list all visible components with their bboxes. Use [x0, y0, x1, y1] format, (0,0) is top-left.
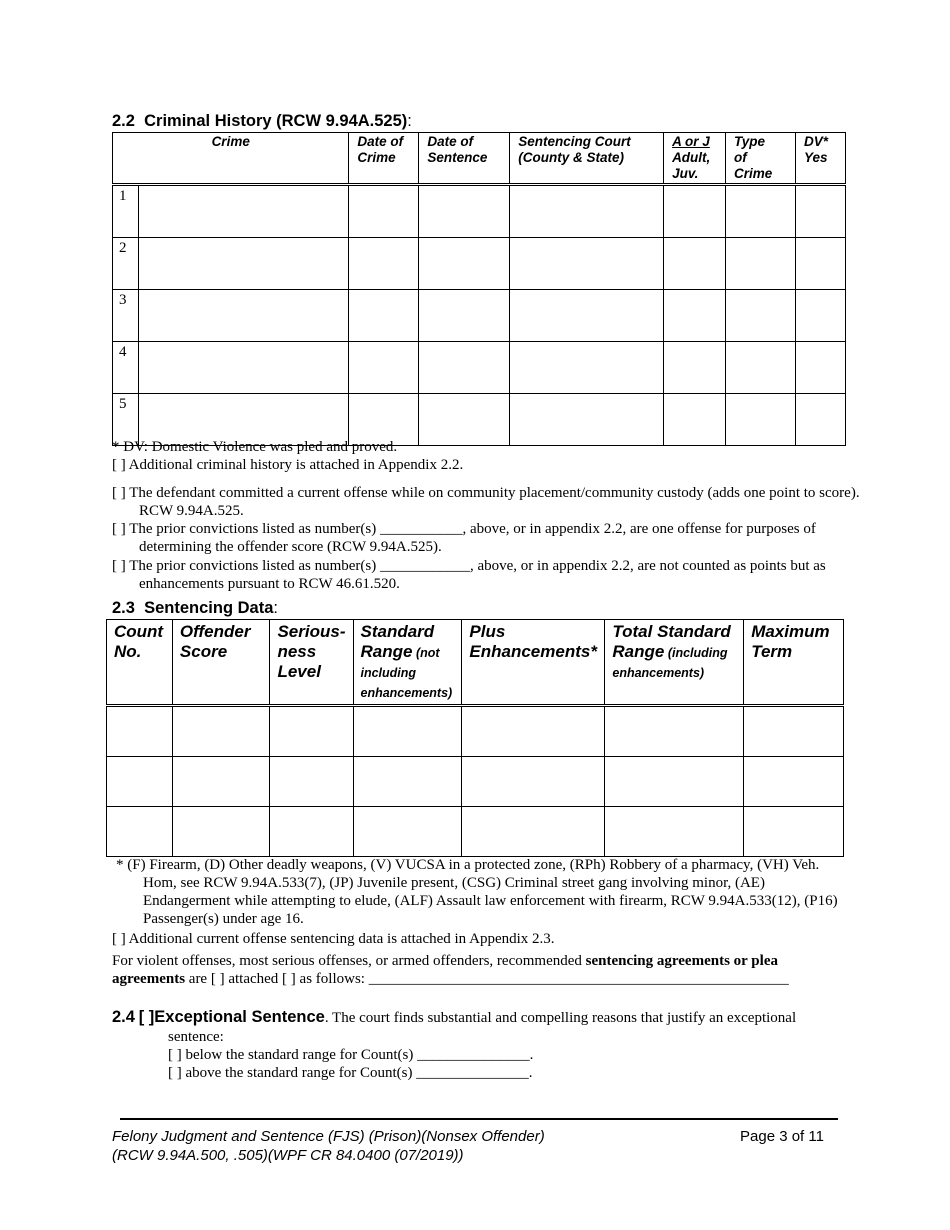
cell-total-range[interactable] — [605, 757, 744, 807]
cell-date-of-crime[interactable] — [349, 290, 419, 342]
row-number: 3 — [113, 290, 139, 342]
section-title: Sentencing Data — [144, 599, 274, 617]
cell-a-or-j[interactable] — [664, 290, 726, 342]
header-total-standard-range: Total Standard Range (including enhancements) — [605, 620, 744, 706]
header-count-no: Count No. — [107, 620, 173, 706]
footer-divider — [120, 1118, 838, 1120]
cell-crime[interactable] — [138, 290, 348, 342]
table-row — [113, 290, 846, 342]
section-2-4 — [112, 1008, 842, 1028]
table-row — [107, 757, 844, 807]
header-dv: DV* Yes — [795, 133, 845, 185]
cell-enhancements[interactable] — [462, 757, 605, 807]
cell-standard-range[interactable] — [353, 807, 462, 857]
cell-date-of-sentence[interactable] — [419, 185, 510, 238]
cell-enhancements[interactable] — [462, 706, 605, 757]
cell-seriousness[interactable] — [270, 757, 353, 807]
cell-enhancements[interactable] — [462, 807, 605, 857]
cell-count[interactable] — [107, 757, 173, 807]
footer-title — [112, 1127, 545, 1165]
community-custody-checkbox[interactable]: [ ] The defendant committed a current offense while on community placement/community custody (adds one point to score). RCW 9.94A.525. — [112, 485, 860, 519]
section-2-3-heading — [112, 599, 278, 618]
cell-type[interactable] — [726, 342, 796, 394]
table-header-row — [113, 133, 846, 185]
cell-sentencing-court[interactable] — [510, 238, 664, 290]
cell-offender-score[interactable] — [172, 706, 270, 757]
footer-line-2: (RCW 9.94A.500, .505)(WPF CR 84.0400 (07/2019)) — [112, 1147, 464, 1164]
colon: : — [273, 599, 278, 617]
cell-offender-score[interactable] — [172, 807, 270, 857]
appendix-2-2-checkbox[interactable]: [ ] Additional criminal history is attached in Appendix 2.2. — [112, 457, 464, 473]
cell-crime[interactable] — [138, 185, 348, 238]
header-date-of-crime: Date of Crime — [349, 133, 419, 185]
cell-count[interactable] — [107, 807, 173, 857]
table-row — [113, 238, 846, 290]
table-row — [107, 807, 844, 857]
row-number: 1 — [113, 185, 139, 238]
cell-a-or-j[interactable] — [664, 342, 726, 394]
cell-type[interactable] — [726, 238, 796, 290]
header-date-of-sentence: Date of Sentence — [419, 133, 510, 185]
row-number: 5 — [113, 394, 139, 446]
section-number: 2.2 — [112, 112, 135, 130]
section-number: 2.4 — [112, 1008, 135, 1026]
cell-crime[interactable] — [138, 238, 348, 290]
cell-dv[interactable] — [795, 342, 845, 394]
page-number: Page 3 of 11 — [740, 1128, 824, 1145]
above-range-checkbox[interactable]: [ ] above the standard range for Count(s) _______________. — [168, 1065, 533, 1081]
table-row — [113, 185, 846, 238]
row-number: 4 — [113, 342, 139, 394]
cell-date-of-sentence[interactable] — [419, 290, 510, 342]
footer-line-1: Felony Judgment and Sentence (FJS) (Prison)(Nonsex Offender) — [112, 1128, 545, 1145]
cell-seriousness[interactable] — [270, 807, 353, 857]
below-range-checkbox[interactable]: [ ] below the standard range for Count(s) _______________. — [168, 1047, 534, 1063]
table-row — [113, 342, 846, 394]
section-2-2-heading — [112, 112, 412, 131]
header-a-or-j: A or J Adult, Juv. — [664, 133, 726, 185]
cell-sentencing-court[interactable] — [510, 185, 664, 238]
row-number: 2 — [113, 238, 139, 290]
cell-total-range[interactable] — [605, 807, 744, 857]
appendix-2-3-checkbox[interactable]: [ ] Additional current offense sentencing data is attached in Appendix 2.3. — [112, 931, 555, 947]
section-title: Criminal History (RCW 9.94A.525) — [144, 112, 408, 130]
cell-offender-score[interactable] — [172, 757, 270, 807]
section-title: Exceptional Sentence — [154, 1008, 325, 1026]
cell-maximum[interactable] — [744, 706, 844, 757]
cell-date-of-crime[interactable] — [349, 185, 419, 238]
cell-sentencing-court[interactable] — [510, 342, 664, 394]
cell-maximum[interactable] — [744, 807, 844, 857]
table-header-row — [107, 620, 844, 706]
cell-standard-range[interactable] — [353, 706, 462, 757]
enhancements-checkbox[interactable]: [ ] The prior convictions listed as number(s) ____________, above, or in appendix 2.2, are not counted as points but as enhancements pursuant to RCW 46.61.520. — [112, 558, 826, 592]
cell-dv[interactable] — [795, 238, 845, 290]
cell-a-or-j[interactable] — [664, 238, 726, 290]
header-crime: Crime — [113, 133, 349, 185]
exceptional-sentence-text-2: sentence: — [168, 1029, 224, 1045]
header-offender-score: Offender Score — [172, 620, 270, 706]
cell-date-of-crime[interactable] — [349, 342, 419, 394]
plea-agreements-paragraph: For violent offenses, most serious offenses, or armed offenders, recommended sentencing agreements or plea agreements are [ ] attached [ ] as follows: ________________________________________________________ — [112, 953, 789, 987]
enhancements-footnote: * (F) Firearm, (D) Other deadly weapons, (V) VUCSA in a protected zone, (RPh) Robbery of a pharmacy, (VH) Veh. Hom, see RCW 9.94A.533(7), (JP) Juvenile present, (CSG) Criminal street gang involving minor, (AE) Endangerment while attempting to elude, (ALF) Assault law enforcement with firearm, RCW 9.94A.533(12), (P16) Passenger(s) under age 16. — [116, 857, 838, 927]
header-plus-enhancements: Plus Enhancements* — [462, 620, 605, 706]
cell-date-of-crime[interactable] — [349, 238, 419, 290]
cell-type[interactable] — [726, 185, 796, 238]
exceptional-sentence-checkbox[interactable]: [ ] — [138, 1008, 155, 1026]
cell-seriousness[interactable] — [270, 706, 353, 757]
cell-a-or-j[interactable] — [664, 185, 726, 238]
cell-crime[interactable] — [138, 342, 348, 394]
cell-date-of-sentence[interactable] — [419, 342, 510, 394]
cell-total-range[interactable] — [605, 706, 744, 757]
one-offense-checkbox[interactable]: [ ] The prior convictions listed as number(s) ___________, above, or in appendix 2.2, are one offense for purposes of determining the offender score (RCW 9.94A.525). — [112, 521, 816, 555]
header-standard-range: Standard Range (not including enhancements) — [353, 620, 462, 706]
colon: : — [407, 112, 412, 130]
cell-standard-range[interactable] — [353, 757, 462, 807]
cell-sentencing-court[interactable] — [510, 290, 664, 342]
header-seriousness-level: Serious- ness Level — [270, 620, 353, 706]
cell-dv[interactable] — [795, 185, 845, 238]
cell-date-of-sentence[interactable] — [419, 238, 510, 290]
criminal-history-table — [112, 132, 846, 446]
header-sentencing-court: Sentencing Court (County & State) — [510, 133, 664, 185]
cell-maximum[interactable] — [744, 757, 844, 807]
cell-count[interactable] — [107, 706, 173, 757]
cell-dv[interactable] — [795, 290, 845, 342]
cell-type[interactable] — [726, 290, 796, 342]
section-number: 2.3 — [112, 599, 135, 617]
header-maximum-term: Maximum Term — [744, 620, 844, 706]
sentencing-data-table — [106, 619, 844, 857]
table-row — [107, 706, 844, 757]
header-type-of-crime: Type of Crime — [726, 133, 796, 185]
exceptional-sentence-text: . The court finds substantial and compelling reasons that justify an exceptional — [324, 1010, 797, 1026]
dv-note: * DV: Domestic Violence was pled and proved. — [112, 439, 398, 455]
